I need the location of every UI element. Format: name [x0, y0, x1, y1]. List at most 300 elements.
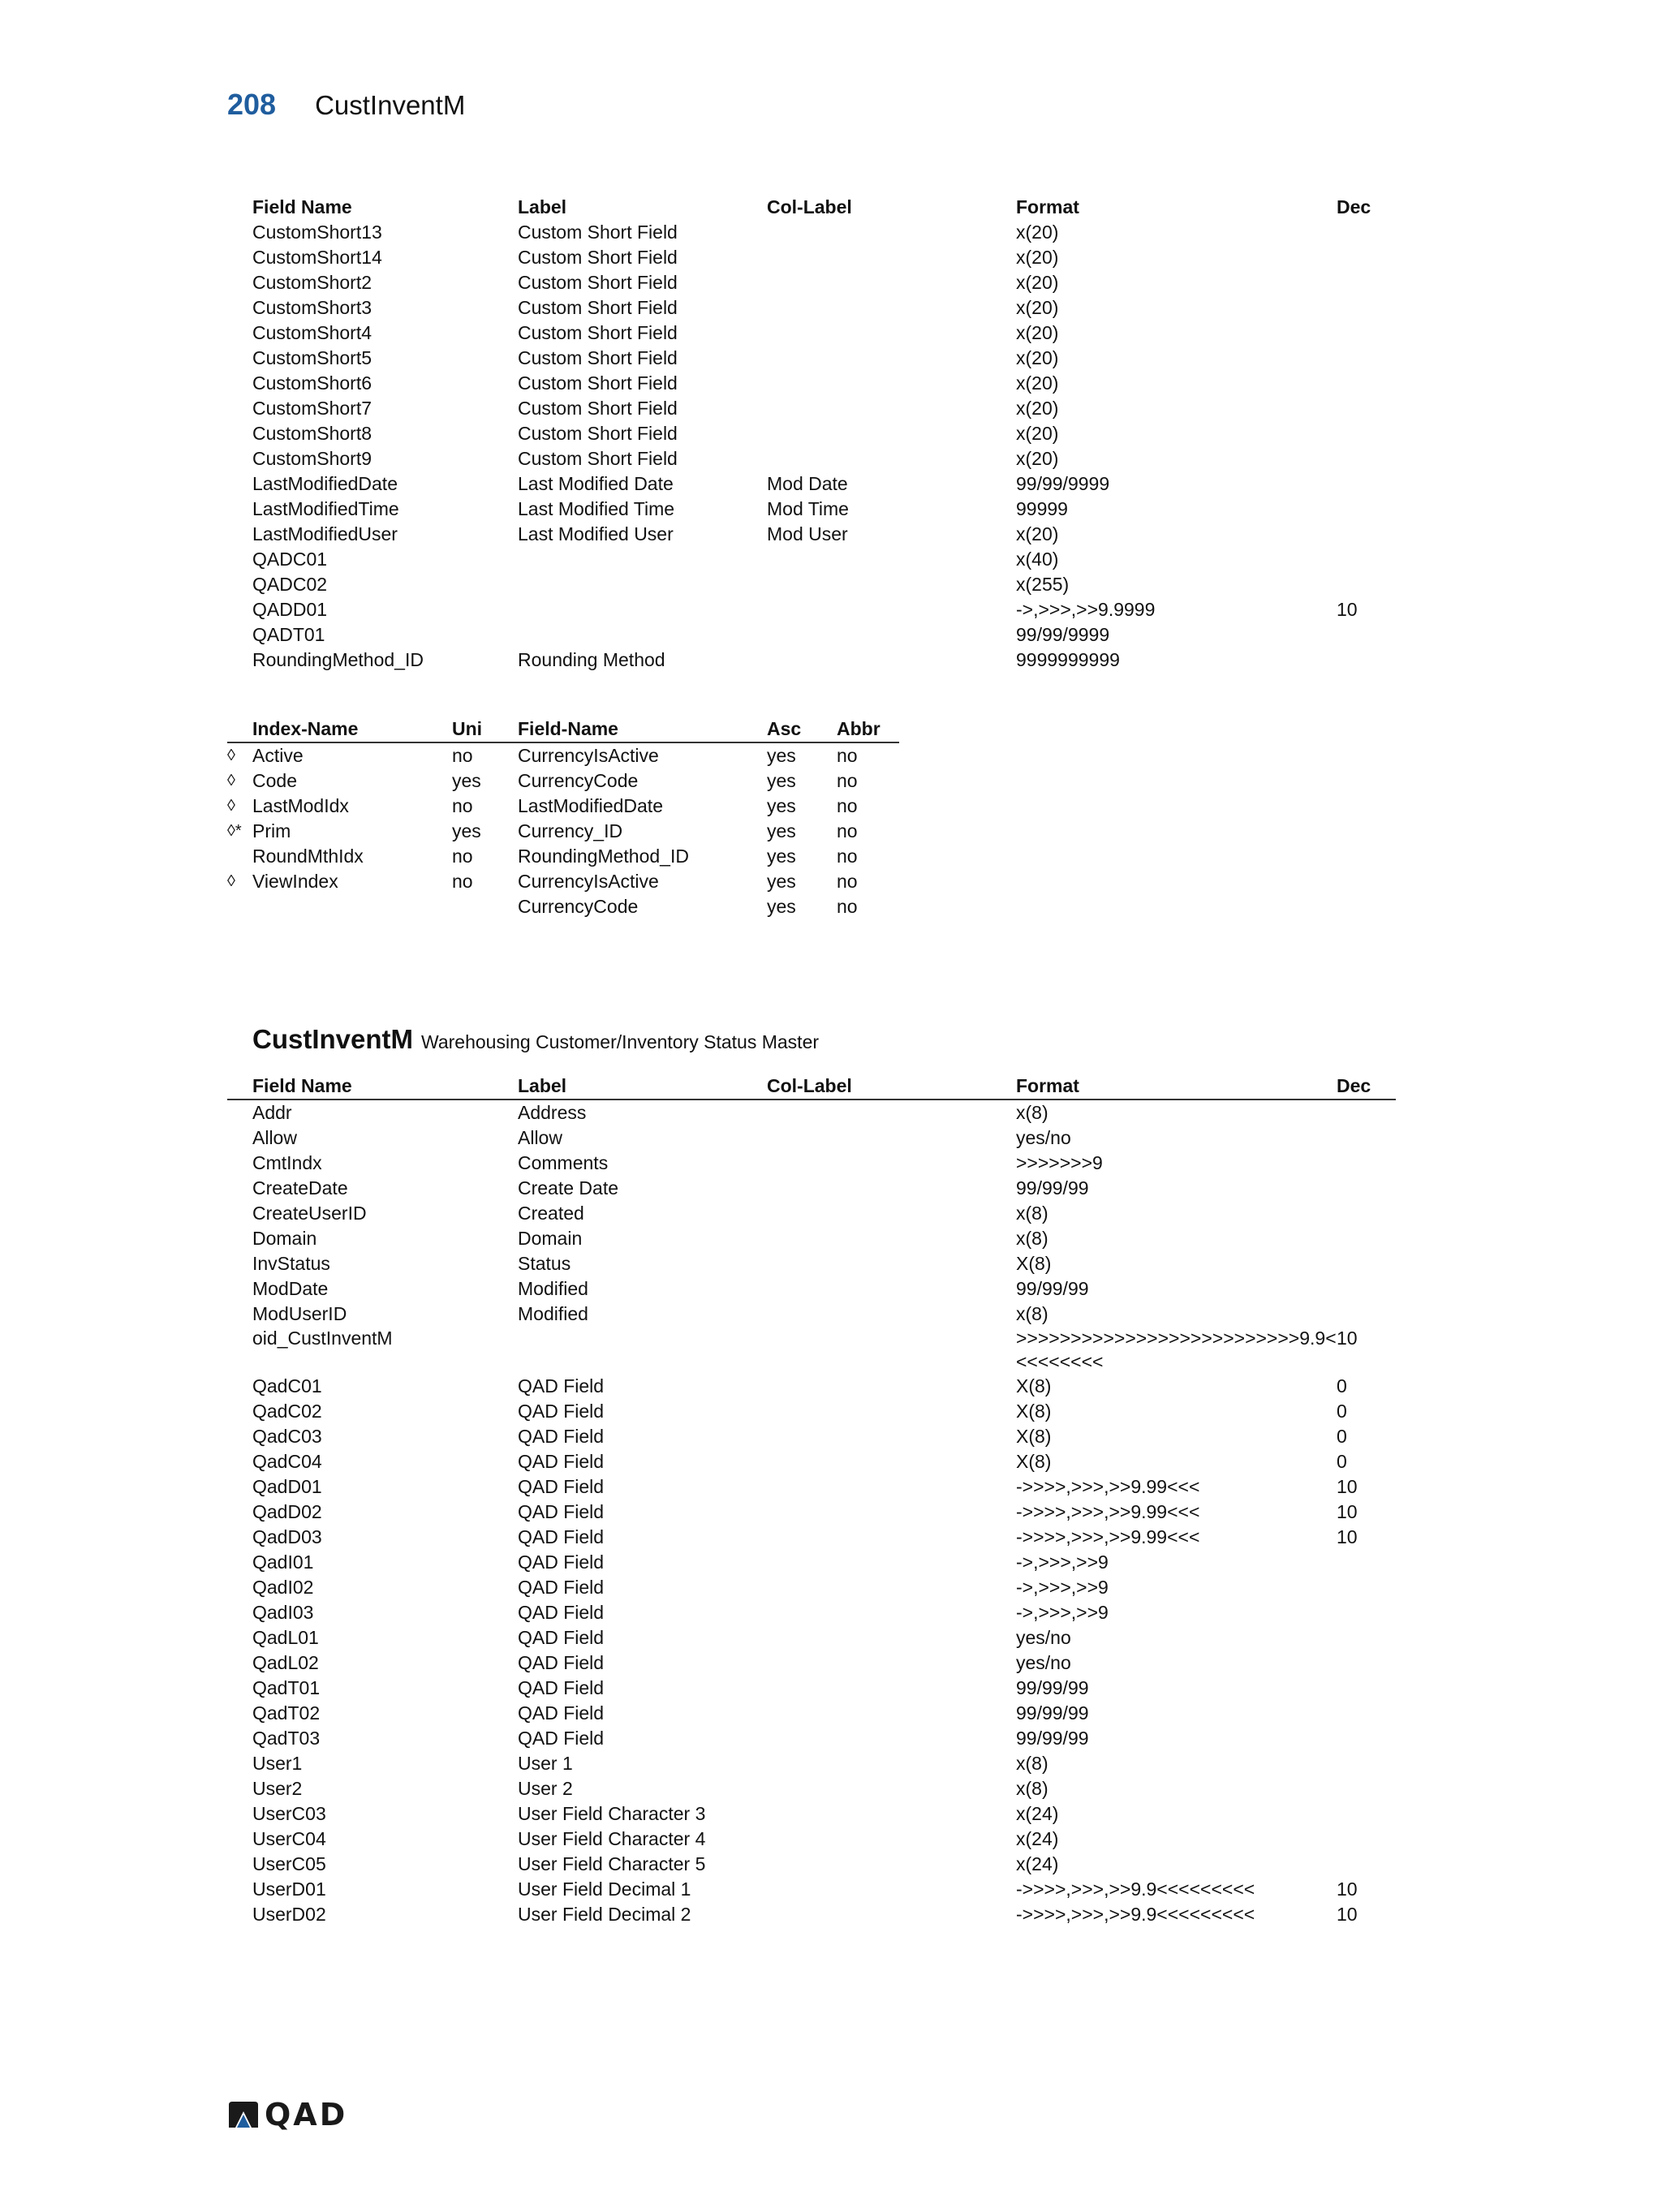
label-cell: Custom Short Field: [518, 272, 678, 293]
col-label-cell: [767, 1226, 1016, 1251]
col-label-cell: [767, 346, 1016, 371]
label-cell: QAD Field: [518, 1702, 605, 1724]
format-cell: ->>>>,>>>,>>9.99<<<: [1016, 1476, 1200, 1497]
field-name-cell: QadC01: [252, 1375, 322, 1396]
table-row: [227, 597, 1396, 622]
col-label-cell: [767, 1176, 1016, 1201]
table-row: [227, 471, 1396, 497]
col-label-cell: [767, 1125, 1016, 1151]
col-label-cell: [767, 1776, 1016, 1801]
field-name-cell: CustomShort8: [252, 423, 372, 444]
table-row: [227, 1424, 1396, 1449]
col-label-cell: [767, 1276, 1016, 1302]
dec-cell: 10: [1337, 1526, 1358, 1547]
col-label-cell: Mod Date: [767, 473, 848, 494]
dec-cell: 0: [1337, 1401, 1347, 1422]
table-row: [227, 522, 1396, 547]
field-name-cell: Allow: [252, 1127, 297, 1148]
format-cell: x(20): [1016, 372, 1059, 394]
col-label-cell: [767, 1902, 1016, 1927]
label-cell: Created: [518, 1203, 584, 1224]
table-name: CustInventM: [252, 1024, 413, 1054]
col-label-cell: [767, 270, 1016, 295]
table-row: [227, 1100, 1396, 1125]
table-row: [227, 1650, 1396, 1676]
label-cell: User Field Decimal 1: [518, 1878, 691, 1900]
field-name-cell: ModUserID: [252, 1303, 347, 1324]
table-row: [227, 742, 899, 768]
label-cell: QAD Field: [518, 1476, 605, 1497]
column-header: Abbr: [837, 717, 899, 742]
index-marker-icon: ◊: [227, 872, 235, 890]
table-row: [227, 371, 1396, 396]
dec-cell: [1337, 1276, 1396, 1302]
table-row: [227, 396, 1396, 421]
col-label-cell: [767, 1474, 1016, 1500]
col-label-cell: [767, 1151, 1016, 1176]
index-marker-icon: [227, 894, 252, 919]
field-name-cell: QadI03: [252, 1602, 314, 1623]
column-header: Field Name: [252, 1074, 518, 1100]
dec-cell: [1337, 1701, 1396, 1726]
table-row: [227, 572, 1396, 597]
format-cell: x(24): [1016, 1803, 1059, 1824]
field-name-cell: CustomShort2: [252, 272, 372, 293]
col-label-cell: [767, 321, 1016, 346]
field-name-cell: QadD01: [252, 1476, 322, 1497]
abbreviated-cell: no: [837, 770, 858, 791]
table-row: [227, 220, 1396, 245]
table-row: [227, 1176, 1396, 1201]
ascending-cell: yes: [767, 745, 796, 766]
unique-cell: no: [452, 795, 473, 816]
col-label-cell: [767, 648, 1016, 673]
label-cell: Domain: [518, 1228, 583, 1249]
index-name-cell: Active: [252, 745, 304, 766]
table-row: [227, 1575, 1396, 1600]
col-label-cell: [767, 1251, 1016, 1276]
dec-cell: [1337, 1226, 1396, 1251]
col-label-cell: [767, 1877, 1016, 1902]
label-cell: User Field Character 5: [518, 1853, 706, 1874]
table-row: [227, 547, 1396, 572]
dec-cell: [1337, 1201, 1396, 1226]
format-cell: 99/99/9999: [1016, 473, 1110, 494]
field-name-cell: LastModifiedTime: [252, 498, 399, 519]
table-row: [227, 1525, 1396, 1550]
label-cell: Comments: [518, 1152, 609, 1173]
dec-cell: 10: [1337, 1904, 1358, 1925]
table-row: [227, 648, 1396, 673]
format-cell: 99/99/99: [1016, 1677, 1089, 1698]
field-name-cell: CustomShort9: [252, 448, 372, 469]
label-cell: QAD Field: [518, 1551, 605, 1573]
dec-cell: [1337, 1100, 1396, 1125]
fields-table-continued: [227, 195, 1396, 673]
format-cell: X(8): [1016, 1451, 1052, 1472]
ascending-cell: yes: [767, 846, 796, 867]
field-name-cell: UserC03: [252, 1803, 326, 1824]
label-cell: Custom Short Field: [518, 297, 678, 318]
field-name-cell: CurrencyIsActive: [518, 745, 659, 766]
table-row: [227, 1676, 1396, 1701]
col-label-cell: [767, 1650, 1016, 1676]
dec-cell: [1337, 1151, 1396, 1176]
fields-table-custinventm: [227, 1074, 1396, 1927]
table-row: [227, 270, 1396, 295]
table-row: [227, 1226, 1396, 1251]
col-label-cell: [767, 421, 1016, 446]
abbreviated-cell: no: [837, 745, 858, 766]
dec-cell: [1337, 421, 1396, 446]
dec-cell: 10: [1337, 1501, 1358, 1522]
table-header-row: [227, 717, 899, 742]
col-label-cell: [767, 1327, 1016, 1374]
table-row: [227, 245, 1396, 270]
label-cell: Custom Short Field: [518, 423, 678, 444]
field-name-cell: UserC05: [252, 1853, 326, 1874]
format-cell: ->,>>>,>>9.9999: [1016, 599, 1156, 620]
col-label-cell: [767, 1701, 1016, 1726]
dec-cell: 10: [1337, 1476, 1358, 1497]
field-name-cell: User2: [252, 1778, 303, 1799]
ascending-cell: yes: [767, 896, 796, 917]
qad-logo-text: QAD: [265, 2097, 348, 2132]
col-label-cell: [767, 446, 1016, 471]
field-name-cell: oid_CustInventM: [252, 1328, 393, 1349]
ascending-cell: yes: [767, 871, 796, 892]
label-cell: [518, 1327, 767, 1374]
dec-cell: [1337, 1776, 1396, 1801]
table-row: [227, 1399, 1396, 1424]
index-marker-icon: ◊*: [227, 822, 242, 840]
field-name-cell: QadL02: [252, 1652, 319, 1673]
table-row: [227, 819, 899, 844]
label-cell: QAD Field: [518, 1426, 605, 1447]
label-cell: User Field Character 4: [518, 1828, 706, 1849]
table-description: Warehousing Customer/Inventory Status Master: [421, 1031, 820, 1052]
label-cell: Custom Short Field: [518, 448, 678, 469]
format-cell: x(20): [1016, 297, 1059, 318]
table-header-row: [227, 195, 1396, 220]
label-cell: Address: [518, 1102, 587, 1123]
label-cell: QAD Field: [518, 1627, 605, 1648]
abbreviated-cell: no: [837, 846, 858, 867]
label-cell: Modified: [518, 1303, 588, 1324]
field-name-cell: QadT03: [252, 1728, 321, 1749]
col-label-cell: [767, 1751, 1016, 1776]
dec-cell: [1337, 446, 1396, 471]
dec-cell: [1337, 648, 1396, 673]
format-cell: 99/99/99: [1016, 1278, 1089, 1299]
field-name-cell: CustomShort13: [252, 222, 382, 243]
col-label-cell: [767, 1852, 1016, 1877]
table-row: [227, 1449, 1396, 1474]
dec-cell: [1337, 1827, 1396, 1852]
format-cell: X(8): [1016, 1426, 1052, 1447]
format-cell: x(20): [1016, 222, 1059, 243]
format-cell: >>>>>>>>>>>>>>>>>>>>>>>>>>9.9<<<<<<<<<: [1016, 1328, 1337, 1372]
label-cell: User Field Character 3: [518, 1803, 706, 1824]
page-number: 208: [227, 88, 277, 121]
label-cell: Modified: [518, 1278, 588, 1299]
dec-cell: [1337, 1676, 1396, 1701]
dec-cell: [1337, 321, 1396, 346]
field-name-cell: QadC04: [252, 1451, 322, 1472]
format-cell: x(20): [1016, 322, 1059, 343]
label-cell: Custom Short Field: [518, 372, 678, 394]
col-label-cell: [767, 396, 1016, 421]
field-name-cell: InvStatus: [252, 1253, 330, 1274]
dec-cell: 0: [1337, 1426, 1347, 1447]
index-table: [227, 717, 899, 919]
page-header: [227, 88, 465, 128]
col-label-cell: [767, 1600, 1016, 1625]
table-row: [227, 1852, 1396, 1877]
label-cell: QAD Field: [518, 1577, 605, 1598]
label-cell: Allow: [518, 1127, 562, 1148]
label-cell: Custom Short Field: [518, 222, 678, 243]
field-name-cell: QadL01: [252, 1627, 319, 1648]
column-header: Field-Name: [518, 717, 767, 742]
dec-cell: [1337, 1176, 1396, 1201]
unique-cell: no: [452, 871, 473, 892]
index-marker-icon: ◊: [227, 772, 235, 790]
table-row: [227, 497, 1396, 522]
dec-cell: [1337, 371, 1396, 396]
format-cell: x(20): [1016, 423, 1059, 444]
dec-cell: 0: [1337, 1451, 1347, 1472]
label-cell: QAD Field: [518, 1677, 605, 1698]
table-row: [227, 446, 1396, 471]
field-name-cell: RoundingMethod_ID: [518, 846, 689, 867]
format-cell: x(24): [1016, 1853, 1059, 1874]
field-name-cell: CustomShort3: [252, 297, 372, 318]
ascending-cell: yes: [767, 795, 796, 816]
format-cell: >>>>>>>9: [1016, 1152, 1103, 1173]
label-cell: Create Date: [518, 1177, 619, 1199]
table-row: [227, 1625, 1396, 1650]
field-name-cell: UserC04: [252, 1828, 326, 1849]
dec-cell: [1337, 1125, 1396, 1151]
dec-cell: [1337, 270, 1396, 295]
column-header: Asc: [767, 717, 837, 742]
col-label-cell: [767, 1302, 1016, 1327]
label-cell: Status: [518, 1253, 571, 1274]
dec-cell: [1337, 1251, 1396, 1276]
column-header: Uni: [452, 717, 518, 742]
table-row: [227, 1276, 1396, 1302]
field-name-cell: QadC02: [252, 1401, 322, 1422]
format-cell: x(40): [1016, 549, 1059, 570]
dec-cell: [1337, 1852, 1396, 1877]
dec-cell: [1337, 1575, 1396, 1600]
index-name-cell: ViewIndex: [252, 871, 338, 892]
column-header: Dec: [1337, 1074, 1396, 1100]
dec-cell: 10: [1337, 1878, 1358, 1900]
dec-cell: [1337, 522, 1396, 547]
label-cell: QAD Field: [518, 1401, 605, 1422]
format-cell: ->,>>>,>>9: [1016, 1577, 1109, 1598]
field-name-cell: CmtIndx: [252, 1152, 322, 1173]
label-cell: Rounding Method: [518, 649, 665, 670]
format-cell: yes/no: [1016, 1652, 1071, 1673]
dec-cell: [1337, 1550, 1396, 1575]
field-name-cell: Currency_ID: [518, 820, 623, 841]
format-cell: 9999999999: [1016, 649, 1120, 670]
col-label-cell: [767, 1801, 1016, 1827]
label-cell: Custom Short Field: [518, 347, 678, 368]
col-label-cell: [767, 371, 1016, 396]
label-cell: Last Modified Date: [518, 473, 674, 494]
format-cell: x(20): [1016, 272, 1059, 293]
field-name-cell: UserD02: [252, 1904, 326, 1925]
col-label-cell: [767, 1676, 1016, 1701]
table-row: [227, 321, 1396, 346]
label-cell: [518, 572, 767, 597]
table-header-row: [227, 1074, 1396, 1100]
label-cell: Custom Short Field: [518, 322, 678, 343]
section-title: [252, 1024, 819, 1055]
table-row: [227, 869, 899, 894]
dec-cell: [1337, 295, 1396, 321]
column-header: Label: [518, 1074, 767, 1100]
table-row: [227, 1125, 1396, 1151]
ascending-cell: yes: [767, 820, 796, 841]
format-cell: x(8): [1016, 1303, 1048, 1324]
table-row: [227, 768, 899, 794]
dec-cell: [1337, 1625, 1396, 1650]
index-name-cell: Code: [252, 770, 297, 791]
unique-cell: yes: [452, 820, 481, 841]
column-header: Format: [1016, 1074, 1337, 1100]
dec-cell: [1337, 547, 1396, 572]
dec-cell: 0: [1337, 1375, 1347, 1396]
format-cell: 99/99/9999: [1016, 624, 1110, 645]
table-row: [227, 1327, 1396, 1374]
col-label-cell: [767, 245, 1016, 270]
unique-cell: no: [452, 745, 473, 766]
field-name-cell: QADC01: [252, 549, 328, 570]
col-label-cell: [767, 1550, 1016, 1575]
format-cell: 99/99/99: [1016, 1728, 1089, 1749]
table-row: [227, 1902, 1396, 1927]
abbreviated-cell: no: [837, 896, 858, 917]
field-name-cell: CreateUserID: [252, 1203, 367, 1224]
table-row: [227, 622, 1396, 648]
col-label-cell: [767, 597, 1016, 622]
col-label-cell: [767, 1374, 1016, 1399]
col-label-cell: Mod User: [767, 523, 848, 544]
col-label-cell: Mod Time: [767, 498, 849, 519]
label-cell: Custom Short Field: [518, 398, 678, 419]
field-name-cell: ModDate: [252, 1278, 329, 1299]
label-cell: Last Modified User: [518, 523, 674, 544]
field-name-cell: QadD02: [252, 1501, 322, 1522]
format-cell: ->,>>>,>>9: [1016, 1551, 1109, 1573]
table-row: [227, 1751, 1396, 1776]
field-name-cell: QADD01: [252, 599, 328, 620]
table-row: [227, 1374, 1396, 1399]
col-label-cell: [767, 1625, 1016, 1650]
table-row: [227, 1726, 1396, 1751]
format-cell: X(8): [1016, 1401, 1052, 1422]
col-label-cell: [767, 572, 1016, 597]
dec-cell: [1337, 1801, 1396, 1827]
column-header: Index-Name: [252, 717, 452, 742]
format-cell: ->>>>,>>>,>>9.99<<<: [1016, 1526, 1200, 1547]
field-name-cell: Addr: [252, 1102, 292, 1123]
field-name-cell: LastModifiedDate: [518, 795, 663, 816]
table-row: [227, 894, 899, 919]
label-cell: QAD Field: [518, 1375, 605, 1396]
field-name-cell: QadC03: [252, 1426, 322, 1447]
table-row: [227, 295, 1396, 321]
field-name-cell: CreateDate: [252, 1177, 348, 1199]
column-header: Col-Label: [767, 196, 852, 217]
abbreviated-cell: no: [837, 795, 858, 816]
label-cell: QAD Field: [518, 1526, 605, 1547]
table-row: [227, 794, 899, 819]
label-cell: User 1: [518, 1753, 573, 1774]
col-label-cell: [767, 1500, 1016, 1525]
label-cell: [518, 597, 767, 622]
field-name-cell: QadD03: [252, 1526, 322, 1547]
table-row: [227, 1600, 1396, 1625]
label-cell: QAD Field: [518, 1602, 605, 1623]
format-cell: x(8): [1016, 1778, 1048, 1799]
dec-cell: [1337, 245, 1396, 270]
col-label-cell: [767, 622, 1016, 648]
field-name-cell: QadT01: [252, 1677, 321, 1698]
table-row: [227, 1877, 1396, 1902]
label-cell: QAD Field: [518, 1728, 605, 1749]
ascending-cell: yes: [767, 770, 796, 791]
format-cell: x(8): [1016, 1203, 1048, 1224]
field-name-cell: CustomShort6: [252, 372, 372, 394]
format-cell: X(8): [1016, 1253, 1052, 1274]
column-header: Col-Label: [767, 1074, 1016, 1100]
format-cell: x(8): [1016, 1102, 1048, 1123]
label-cell: QAD Field: [518, 1501, 605, 1522]
table-row: [227, 1827, 1396, 1852]
dec-cell: [1337, 622, 1396, 648]
format-cell: ->>>>,>>>,>>9.9<<<<<<<<<: [1016, 1878, 1255, 1900]
label-cell: User Field Decimal 2: [518, 1904, 691, 1925]
label-cell: QAD Field: [518, 1451, 605, 1472]
index-marker-icon: ◊: [227, 747, 235, 764]
table-row: [227, 421, 1396, 446]
qad-logo-icon: [227, 2100, 260, 2129]
format-cell: ->,>>>,>>9: [1016, 1602, 1109, 1623]
format-cell: x(20): [1016, 398, 1059, 419]
field-name-cell: CustomShort14: [252, 247, 382, 268]
table-row: [227, 1474, 1396, 1500]
dec-cell: [1337, 346, 1396, 371]
field-name-cell: LastModifiedUser: [252, 523, 398, 544]
column-header: Dec: [1337, 196, 1371, 217]
col-label-cell: [767, 295, 1016, 321]
format-cell: yes/no: [1016, 1127, 1071, 1148]
table-row: [227, 1701, 1396, 1726]
dec-cell: [1337, 396, 1396, 421]
table-row: [227, 1302, 1396, 1327]
col-label-cell: [767, 1827, 1016, 1852]
abbreviated-cell: no: [837, 820, 858, 841]
col-label-cell: [767, 1525, 1016, 1550]
table-row: [227, 1251, 1396, 1276]
dec-cell: [1337, 220, 1396, 245]
